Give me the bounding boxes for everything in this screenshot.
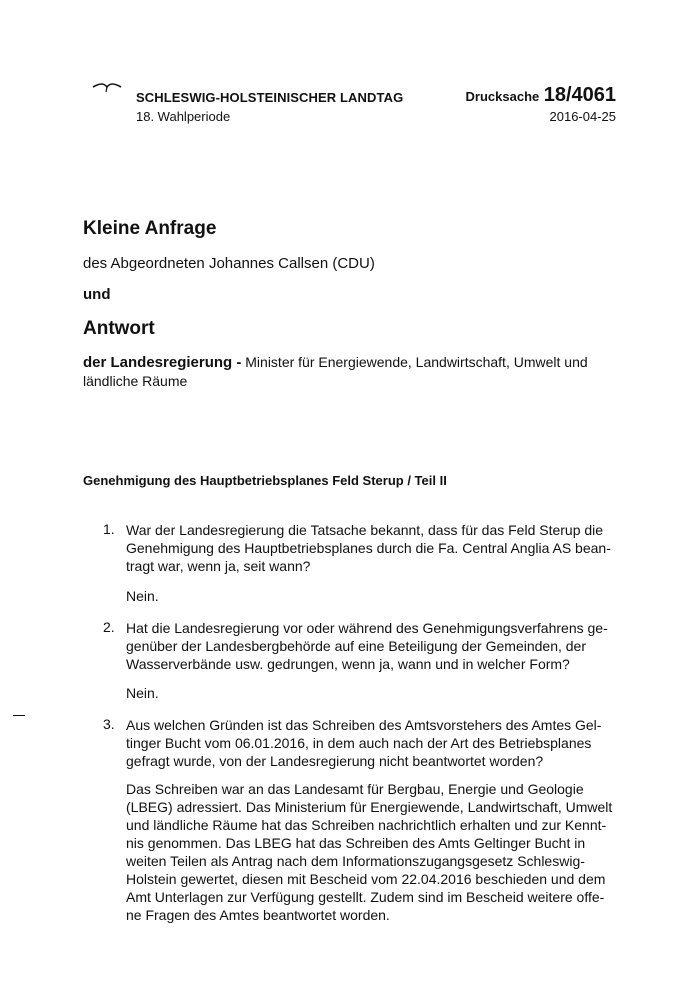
question-line: genüber der Landesbergbehörde auf eine Beteiligung der Gemeinden, der: [126, 638, 587, 654]
answer-line: und ländliche Räume hat das Schreiben nachrichtlich erhalten und zur Kennt-: [126, 817, 607, 833]
question-number: 1.: [103, 521, 115, 537]
question-line: Hat die Landesregierung vor oder während des Genehmigungsverfahrens ge-: [126, 620, 608, 636]
document-date: 2016-04-25: [549, 109, 616, 124]
drucksache-number: 18/4061: [543, 84, 616, 106]
question-number: 2.: [103, 619, 115, 635]
government-minister: Minister für Energiewende, Landwirtschaft, Umwelt und ländliche Räume: [83, 354, 588, 389]
answer-text: [126, 684, 626, 702]
question-line: Genehmigung des Hauptbetriebsplanes durch die Fa. Central Anglia AS bean-: [126, 540, 611, 556]
answer-heading: Antwort: [83, 318, 155, 339]
answer-line: Holstein gewertet, diesen mit Bescheid vom 22.04.2016 beschieden und dem: [126, 871, 606, 887]
question-line: Aus welchen Gründen ist das Schreiben des Amtsvorstehers des Amtes Gel-: [126, 717, 602, 733]
question-number: 3.: [103, 716, 115, 732]
answer-line: Amt Unterlagen zur Verfügung gestellt. Zudem sind im Bescheid weitere offe-: [126, 889, 605, 905]
government-label: der Landesregierung -: [83, 354, 242, 371]
document-title: Kleine Anfrage: [83, 218, 217, 239]
government-line: [83, 353, 623, 390]
conjunction: und: [83, 286, 111, 303]
answer-line: Das Schreiben war an das Landesamt für Bergbau, Energie und Geologie: [126, 781, 584, 797]
subject-heading: Genehmigung des Hauptbetriebsplanes Feld Sterup / Teil II: [83, 473, 447, 488]
drucksache-label: Drucksache: [465, 89, 540, 104]
question-text: [126, 619, 626, 673]
answer-line: weiten Teilen als Antrag nach dem Informationszugangsgesetz Schleswig-: [126, 853, 585, 869]
question-line: War der Landesregierung die Tatsache bekannt, dass für das Feld Sterup die: [126, 522, 604, 538]
question-text: [126, 716, 626, 770]
question-line: tragt war, wenn ja, seit wann?: [126, 558, 311, 574]
drucksache: [466, 84, 616, 107]
question-line: gefragt wurde, von der Landesregierung nicht beantwortet worden?: [126, 753, 544, 769]
answer-line: Nein.: [126, 588, 159, 604]
question-text: [126, 521, 626, 575]
answer-line: nis genommen. Das LBEG hat das Schreiben des Amts Geltinger Bucht in: [126, 835, 586, 851]
answer-line: Nein.: [126, 685, 159, 701]
author-line: des Abgeordneten Johannes Callsen (CDU): [83, 255, 375, 272]
answer-text: [126, 780, 626, 924]
legislative-period: 18. Wahlperiode: [136, 109, 231, 124]
organization-name: SCHLESWIG-HOLSTEINISCHER LANDTAG: [136, 90, 404, 105]
landtag-logo-icon: [92, 80, 122, 94]
question-line: tinger Bucht vom 06.01.2016, in dem auch nach der Art des Betriebsplanes: [126, 735, 592, 751]
answer-line: ne Fragen des Amtes beantwortet worden.: [126, 907, 390, 923]
margin-mark: [13, 715, 25, 716]
answer-text: [126, 587, 626, 605]
answer-line: (LBEG) adressiert. Das Ministerium für Energiewende, Landwirtschaft, Umwelt: [126, 799, 613, 815]
question-line: Wasserverbände usw. gedrungen, wenn ja, wann und in welcher Form?: [126, 656, 570, 672]
